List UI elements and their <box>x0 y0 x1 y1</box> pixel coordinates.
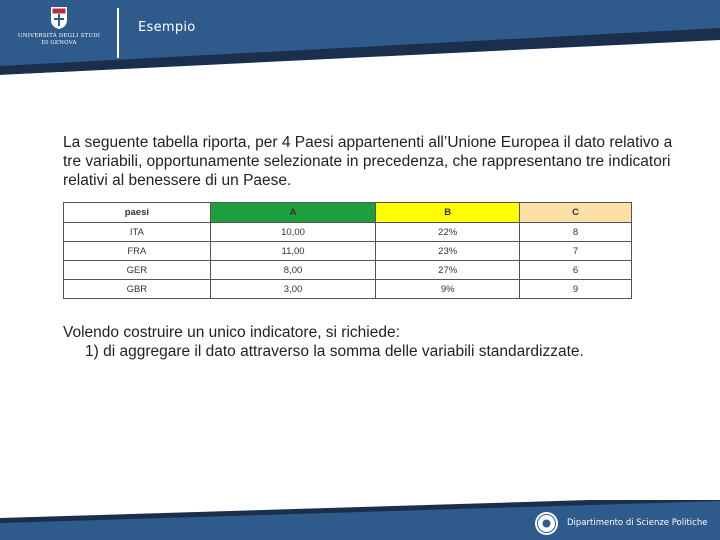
table-header-row <box>64 203 632 223</box>
cell-a: 10,00 <box>210 223 376 242</box>
slide-title: Esempio <box>138 20 196 35</box>
table-row <box>64 280 632 299</box>
table-row <box>64 261 632 280</box>
cell-c: 9 <box>520 280 632 299</box>
cell-a: 8,00 <box>210 261 376 280</box>
intro-paragraph: La seguente tabella riporta, per 4 Paesi appartenenti all’Unione Europea il dato relativo a tre variabili, opportunamente selezionate in precedenza, che rappresentano tre indicatori relativi al benessere di un Paese. <box>63 134 673 189</box>
header-bar <box>0 0 720 72</box>
cell-b: 27% <box>376 261 520 280</box>
table-row <box>64 223 632 242</box>
cell-country: ITA <box>64 223 211 242</box>
outro-text <box>63 323 584 361</box>
department-seal-icon <box>534 511 559 536</box>
cell-b: 23% <box>376 242 520 261</box>
header-c: C <box>520 203 632 223</box>
cell-b: 9% <box>376 280 520 299</box>
cell-country: GER <box>64 261 211 280</box>
cell-b: 22% <box>376 223 520 242</box>
header-separator <box>117 8 119 58</box>
header-a: A <box>210 203 376 223</box>
outro-list-item: 1) di aggregare il dato attraverso la somma delle variabili standardizzate. <box>85 343 584 360</box>
department-name: Dipartimento di Scienze Politiche <box>567 518 708 528</box>
cell-a: 3,00 <box>210 280 376 299</box>
cell-c: 8 <box>520 223 632 242</box>
university-crest-icon <box>50 6 68 30</box>
table-row <box>64 242 632 261</box>
logo-text-line-1: UNIVERSITÀ DEGLI STUDI <box>17 33 101 39</box>
data-table <box>63 202 632 299</box>
cell-country: FRA <box>64 242 211 261</box>
cell-country: GBR <box>64 280 211 299</box>
logo-text-line-2: DI GENOVA <box>41 40 77 46</box>
header-b: B <box>376 203 520 223</box>
header-paesi: paesi <box>64 203 211 223</box>
university-logo <box>8 6 110 62</box>
outro-line: Volendo costruire un unico indicatore, si richiede: <box>63 324 400 341</box>
cell-c: 7 <box>520 242 632 261</box>
cell-c: 6 <box>520 261 632 280</box>
cell-a: 11,00 <box>210 242 376 261</box>
